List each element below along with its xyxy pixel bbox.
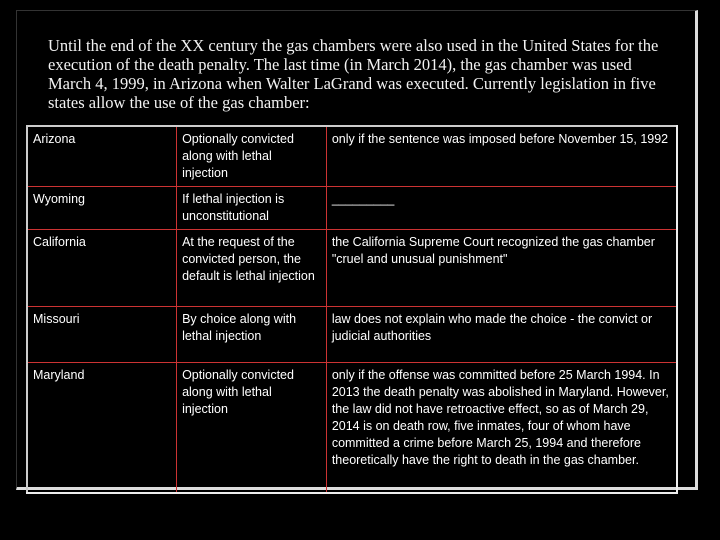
state-cell: Missouri: [27, 307, 177, 363]
condition-cell: At the request of the convicted person, the default is lethal injection: [177, 230, 327, 307]
state-cell: Wyoming: [27, 187, 177, 230]
state-cell: California: [27, 230, 177, 307]
state-cell: Maryland: [27, 363, 177, 493]
condition-cell: Optionally convicted along with lethal injection: [177, 363, 327, 493]
table-row: [27, 363, 677, 493]
table-row: [27, 126, 677, 187]
table-row: [27, 187, 677, 230]
condition-cell: Optionally convicted along with lethal injection: [177, 126, 327, 187]
condition-cell: By choice along with lethal injection: [177, 307, 327, 363]
gas-chamber-states-table: [26, 125, 678, 494]
note-cell: law does not explain who made the choice - the convict or judicial authorities: [326, 307, 677, 363]
table-row: [27, 230, 677, 307]
note-cell: only if the offense was committed before 25 March 1994. In 2013 the death penalty was abolished in Maryland. However, the law did not have retroactive effect, so as of March 29, 2014 is on death row, five inmates, four of whom have committed a crime before March 25, 1994 and therefore theoretically have the right to death in the gas chamber.: [326, 363, 677, 493]
note-cell: only if the sentence was imposed before November 15, 1992: [326, 126, 677, 187]
condition-cell: If lethal injection is unconstitutional: [177, 187, 327, 230]
table-row: [27, 307, 677, 363]
note-cell: _________: [326, 187, 677, 230]
intro-paragraph: Until the end of the XX century the gas chambers were also used in the United States for the execution of the death penalty. The last time (in March 2014), the gas chamber was used March 4, 1999, in Arizona when Walter LaGrand was executed. Currently legislation in five states allow the use of the gas chamber:: [48, 36, 659, 112]
state-cell: Arizona: [27, 126, 177, 187]
note-cell: the California Supreme Court recognized the gas chamber "cruel and unusual punishment": [326, 230, 677, 307]
